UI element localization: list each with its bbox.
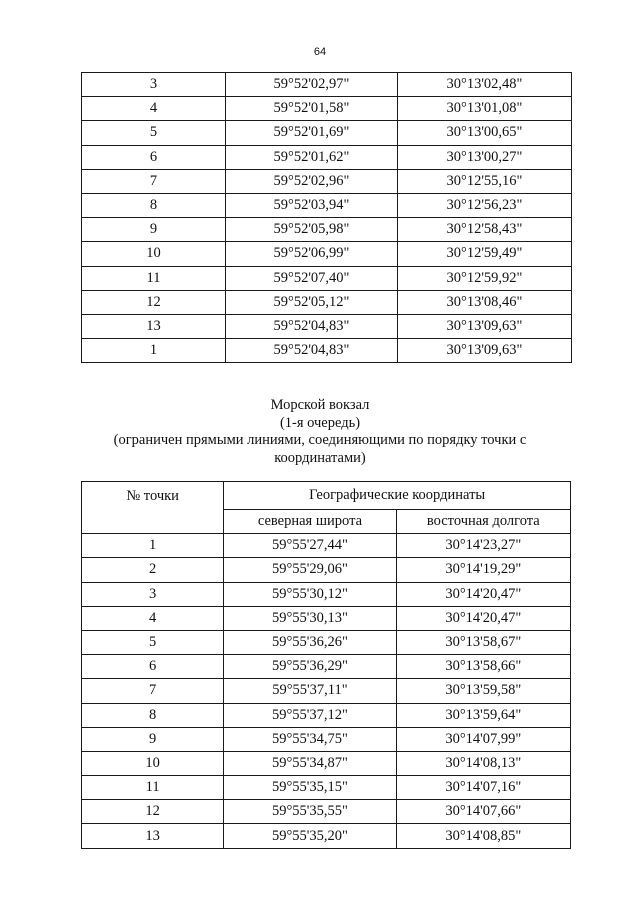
point-number-cell: 1 (82, 339, 226, 363)
table2-header (82, 482, 571, 534)
longitude-cell: 30°12'55,16" (398, 169, 572, 193)
latitude-cell: 59°52'03,94" (226, 193, 398, 217)
longitude-cell: 30°13'59,64" (396, 703, 570, 727)
page-number: 64 (313, 46, 327, 58)
point-number-cell: 3 (82, 73, 226, 97)
point-number-cell: 9 (82, 218, 226, 242)
table-row (82, 242, 572, 266)
table1-body (82, 73, 572, 363)
latitude-cell: 59°52'04,83" (226, 339, 398, 363)
longitude-cell: 30°13'09,63" (398, 314, 572, 338)
latitude-cell: 59°52'05,98" (226, 218, 398, 242)
point-number-cell: 5 (82, 121, 226, 145)
section-description-line1: (ограничен прямыми линиями, соединяющими по порядку точки с (113, 432, 527, 448)
latitude-cell: 59°55'36,29" (224, 655, 396, 679)
section-heading (0, 397, 640, 467)
point-number-cell: 12 (82, 800, 224, 824)
coordinates-table-continued (81, 72, 572, 363)
point-number-cell: 4 (82, 606, 224, 630)
table-row (82, 169, 572, 193)
header-geo-coordinates: Географические координаты (224, 482, 571, 510)
point-number-cell: 10 (82, 242, 226, 266)
point-number-cell: 7 (82, 169, 226, 193)
table-row (82, 751, 571, 775)
latitude-cell: 59°52'01,62" (226, 145, 398, 169)
table-row (82, 290, 572, 314)
point-number-cell: 5 (82, 630, 224, 654)
longitude-cell: 30°13'01,08" (398, 97, 572, 121)
latitude-cell: 59°52'01,58" (226, 97, 398, 121)
longitude-cell: 30°13'59,58" (396, 679, 570, 703)
table-row (82, 97, 572, 121)
point-number-cell: 4 (82, 97, 226, 121)
latitude-cell: 59°55'34,87" (224, 751, 396, 775)
section-description-line2: координатами) (274, 449, 366, 466)
latitude-cell: 59°55'36,26" (224, 630, 396, 654)
latitude-cell: 59°55'35,20" (224, 824, 396, 848)
table-row (82, 266, 572, 290)
table-row (82, 314, 572, 338)
table-row (82, 339, 572, 363)
table-row (82, 582, 571, 606)
section-stage: (1-я очередь) (279, 414, 361, 431)
point-number-cell: 8 (82, 703, 224, 727)
point-number-cell: 3 (82, 582, 224, 606)
table-row (82, 193, 572, 217)
longitude-cell: 30°13'02,48" (398, 73, 572, 97)
latitude-cell: 59°55'37,11" (224, 679, 396, 703)
longitude-cell: 30°13'00,65" (398, 121, 572, 145)
table-row (82, 703, 571, 727)
table-row (82, 655, 571, 679)
table-row (82, 679, 571, 703)
latitude-cell: 59°55'35,15" (224, 776, 396, 800)
latitude-cell: 59°55'27,44" (224, 534, 396, 558)
longitude-cell: 30°12'56,23" (398, 193, 572, 217)
point-number-cell: 6 (82, 655, 224, 679)
point-number-cell: 6 (82, 145, 226, 169)
table-row (82, 558, 571, 582)
longitude-cell: 30°14'23,27" (396, 534, 570, 558)
latitude-cell: 59°55'34,75" (224, 727, 396, 751)
latitude-cell: 59°52'02,96" (226, 169, 398, 193)
coordinates-table-sea-terminal (81, 481, 571, 849)
point-number-cell: 8 (82, 193, 226, 217)
longitude-cell: 30°14'07,66" (396, 800, 570, 824)
table-row (82, 534, 571, 558)
latitude-cell: 59°55'30,13" (224, 606, 396, 630)
longitude-cell: 30°13'58,67" (396, 630, 570, 654)
latitude-cell: 59°52'05,12" (226, 290, 398, 314)
longitude-cell: 30°12'59,92" (398, 266, 572, 290)
latitude-cell: 59°52'02,97" (226, 73, 398, 97)
longitude-cell: 30°12'58,43" (398, 218, 572, 242)
point-number-cell: 7 (82, 679, 224, 703)
point-number-cell: 11 (82, 776, 224, 800)
longitude-cell: 30°13'00,27" (398, 145, 572, 169)
longitude-cell: 30°13'58,66" (396, 655, 570, 679)
point-number-cell: 1 (82, 534, 224, 558)
table-row (82, 630, 571, 654)
table-row (82, 727, 571, 751)
table-row (82, 824, 571, 848)
latitude-cell: 59°52'06,99" (226, 242, 398, 266)
longitude-cell: 30°14'07,99" (396, 727, 570, 751)
longitude-cell: 30°14'20,47" (396, 582, 570, 606)
longitude-cell: 30°14'08,13" (396, 751, 570, 775)
latitude-cell: 59°52'01,69" (226, 121, 398, 145)
table2-body (82, 534, 571, 848)
latitude-cell: 59°55'37,12" (224, 703, 396, 727)
table-row (82, 606, 571, 630)
point-number-cell: 13 (82, 314, 226, 338)
latitude-cell: 59°55'35,55" (224, 800, 396, 824)
longitude-cell: 30°12'59,49" (398, 242, 572, 266)
table-row (82, 145, 572, 169)
longitude-cell: 30°13'09,63" (398, 339, 572, 363)
longitude-cell: 30°14'20,47" (396, 606, 570, 630)
point-number-cell: 11 (82, 266, 226, 290)
longitude-cell: 30°14'07,16" (396, 776, 570, 800)
header-point-number: № точки (82, 482, 224, 534)
table-row (82, 73, 572, 97)
table-row (82, 218, 572, 242)
latitude-cell: 59°52'07,40" (226, 266, 398, 290)
point-number-cell: 10 (82, 751, 224, 775)
table-row (82, 121, 572, 145)
section-title: Морской вокзал (270, 397, 370, 413)
point-number-cell: 13 (82, 824, 224, 848)
header-latitude: северная широта (224, 510, 396, 534)
longitude-cell: 30°13'08,46" (398, 290, 572, 314)
header-longitude: восточная долгота (396, 510, 570, 534)
table-row (82, 800, 571, 824)
point-number-cell: 9 (82, 727, 224, 751)
table-row (82, 776, 571, 800)
longitude-cell: 30°14'08,85" (396, 824, 570, 848)
latitude-cell: 59°55'29,06" (224, 558, 396, 582)
latitude-cell: 59°55'30,12" (224, 582, 396, 606)
longitude-cell: 30°14'19,29" (396, 558, 570, 582)
latitude-cell: 59°52'04,83" (226, 314, 398, 338)
point-number-cell: 12 (82, 290, 226, 314)
point-number-cell: 2 (82, 558, 224, 582)
